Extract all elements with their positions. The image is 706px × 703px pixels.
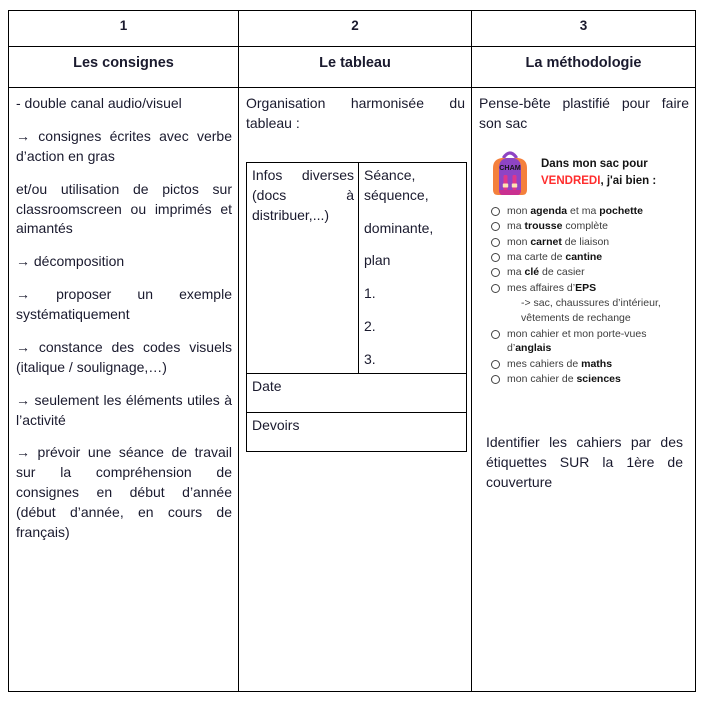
checklist-item-text: mon cahier et mon porte-vues d’anglais: [507, 327, 647, 355]
spacer-icon: [491, 299, 500, 308]
checklist-item-text: mes cahiers de maths: [507, 357, 613, 370]
board-layout-diagram: [246, 162, 465, 452]
tableau-intro: Organisation harmonisée du tableau :: [246, 95, 465, 131]
board-row-devoirs: [247, 412, 467, 451]
checklist-item[interactable]: [491, 357, 693, 372]
checklist-item[interactable]: [491, 235, 693, 250]
checklist-item[interactable]: [491, 281, 693, 296]
cell-tableau: [239, 88, 472, 692]
methodologie-closing: Identifier les cahiers par des étiquettes SUR la 1ère de couverture: [486, 434, 683, 490]
checkbox-circle-icon[interactable]: [491, 360, 500, 369]
checkbox-circle-icon[interactable]: [491, 207, 500, 216]
table-row-titles: [9, 47, 696, 88]
checklist-item[interactable]: [491, 265, 693, 280]
checklist-keyword: cantine: [565, 250, 603, 263]
checklist-eps-note: -> sac, chaussures d’intérieur, vêtements de rechange: [521, 297, 661, 325]
consigne-item-5: → proposer un exemple systématiquement: [16, 286, 232, 322]
checklist-item[interactable]: [491, 219, 693, 234]
consigne-item-6: → constance des codes visuels (italique / soulignage,…): [16, 338, 232, 375]
column-number-2: 2: [239, 11, 472, 47]
consigne-item-7: → seulement les éléments utiles à l’activité: [16, 391, 232, 428]
checkbox-circle-icon[interactable]: [491, 222, 500, 231]
checklist-item-text: mon agenda et ma pochette: [507, 204, 643, 217]
checkbox-circle-icon[interactable]: [491, 268, 500, 277]
methodologie-intro: Pense-bête plastifié pour faire son sac: [479, 95, 689, 131]
checkbox-circle-icon[interactable]: [491, 253, 500, 262]
column-title-consignes: Les consignes: [9, 47, 239, 88]
board-cell-infos: [247, 162, 359, 373]
checklist-keyword: sciences: [576, 373, 621, 386]
pense-bete-day: VENDREDI: [541, 174, 601, 187]
checklist-keyword: trousse: [524, 220, 563, 233]
board-seance-line-5: 2.: [364, 318, 376, 335]
checklist-keyword: carnet: [530, 235, 562, 248]
table-row-numbers: [9, 11, 696, 47]
board-infos-label: Infos diverses (docs à distribuer,...): [252, 166, 354, 223]
checklist-item-text: ma carte de cantine: [507, 250, 603, 263]
cell-methodologie: [472, 88, 696, 692]
checklist-item-text: mon carnet de liaison: [507, 235, 610, 248]
consigne-item-8: → prévoir une séance de travail sur la compréhension de consignes en début d’année (début d’année, en cours de français): [16, 444, 232, 540]
board-seance-line-1: Séance, séquence,: [364, 166, 429, 203]
board-cell-seance: [359, 162, 467, 373]
checklist-item[interactable]: [491, 327, 693, 357]
consigne-item-1: - double canal audio/visuel: [16, 95, 182, 111]
checklist-subnote-row: [491, 296, 693, 326]
checklist-keyword: maths: [581, 357, 613, 370]
checklist-item-text: ma trousse complète: [507, 220, 608, 233]
checklist-keyword: EPS: [575, 281, 597, 294]
board-nested-table: [246, 162, 467, 452]
packing-checklist: [487, 204, 693, 387]
cell-consignes: [9, 88, 239, 692]
checklist-item[interactable]: [491, 204, 693, 219]
column-title-methodologie: La méthodologie: [472, 47, 696, 88]
checklist-keyword: clé: [524, 266, 540, 279]
pense-bete-card: [487, 146, 693, 387]
consigne-item-2: → consignes écrites avec verbe d’action en gras: [16, 127, 232, 164]
consigne-item-3: et/ou utilisation de pictos sur classroomscreen ou imprimés et aimantés: [16, 180, 232, 237]
checkbox-circle-icon[interactable]: [491, 375, 500, 384]
pense-bete-header: [487, 146, 693, 198]
board-seance-line-4: 1.: [364, 285, 376, 302]
checklist-item-text: ma clé de casier: [507, 266, 585, 279]
pense-bete-title-rest: , j'ai bien :: [600, 174, 657, 187]
checklist-item[interactable]: [491, 372, 693, 387]
column-number-3: 3: [472, 11, 696, 47]
board-row-main: [247, 162, 467, 373]
pense-bete-title: [541, 154, 656, 189]
checklist-keyword-2: pochette: [599, 204, 643, 217]
column-title-tableau: Le tableau: [239, 47, 472, 88]
board-seance-line-3: plan: [364, 252, 391, 269]
checkbox-circle-icon[interactable]: [491, 330, 500, 339]
backpack-icon: [487, 146, 533, 198]
checklist-item-text: mes affaires d’EPS: [507, 281, 597, 294]
board-cell-devoirs: Devoirs: [247, 412, 467, 451]
consigne-item-4: → décomposition: [16, 253, 125, 270]
board-row-date: [247, 373, 467, 412]
svg-text:CHAM: CHAM: [499, 162, 521, 172]
checklist-keyword: agenda: [530, 204, 568, 217]
main-table: [8, 10, 696, 692]
checkbox-circle-icon[interactable]: [491, 284, 500, 293]
checklist-item[interactable]: [491, 250, 693, 265]
column-number-1: 1: [9, 11, 239, 47]
board-cell-date: Date: [247, 373, 467, 412]
board-seance-line-6: 3.: [364, 351, 376, 367]
checklist-keyword: anglais: [515, 342, 552, 355]
table-row-content: [9, 88, 696, 692]
checklist-item-text: mon cahier de sciences: [507, 373, 621, 386]
checkbox-circle-icon[interactable]: [491, 238, 500, 247]
pense-bete-title-line1: Dans mon sac pour: [541, 158, 648, 171]
board-seance-line-2: dominante,: [364, 219, 434, 236]
